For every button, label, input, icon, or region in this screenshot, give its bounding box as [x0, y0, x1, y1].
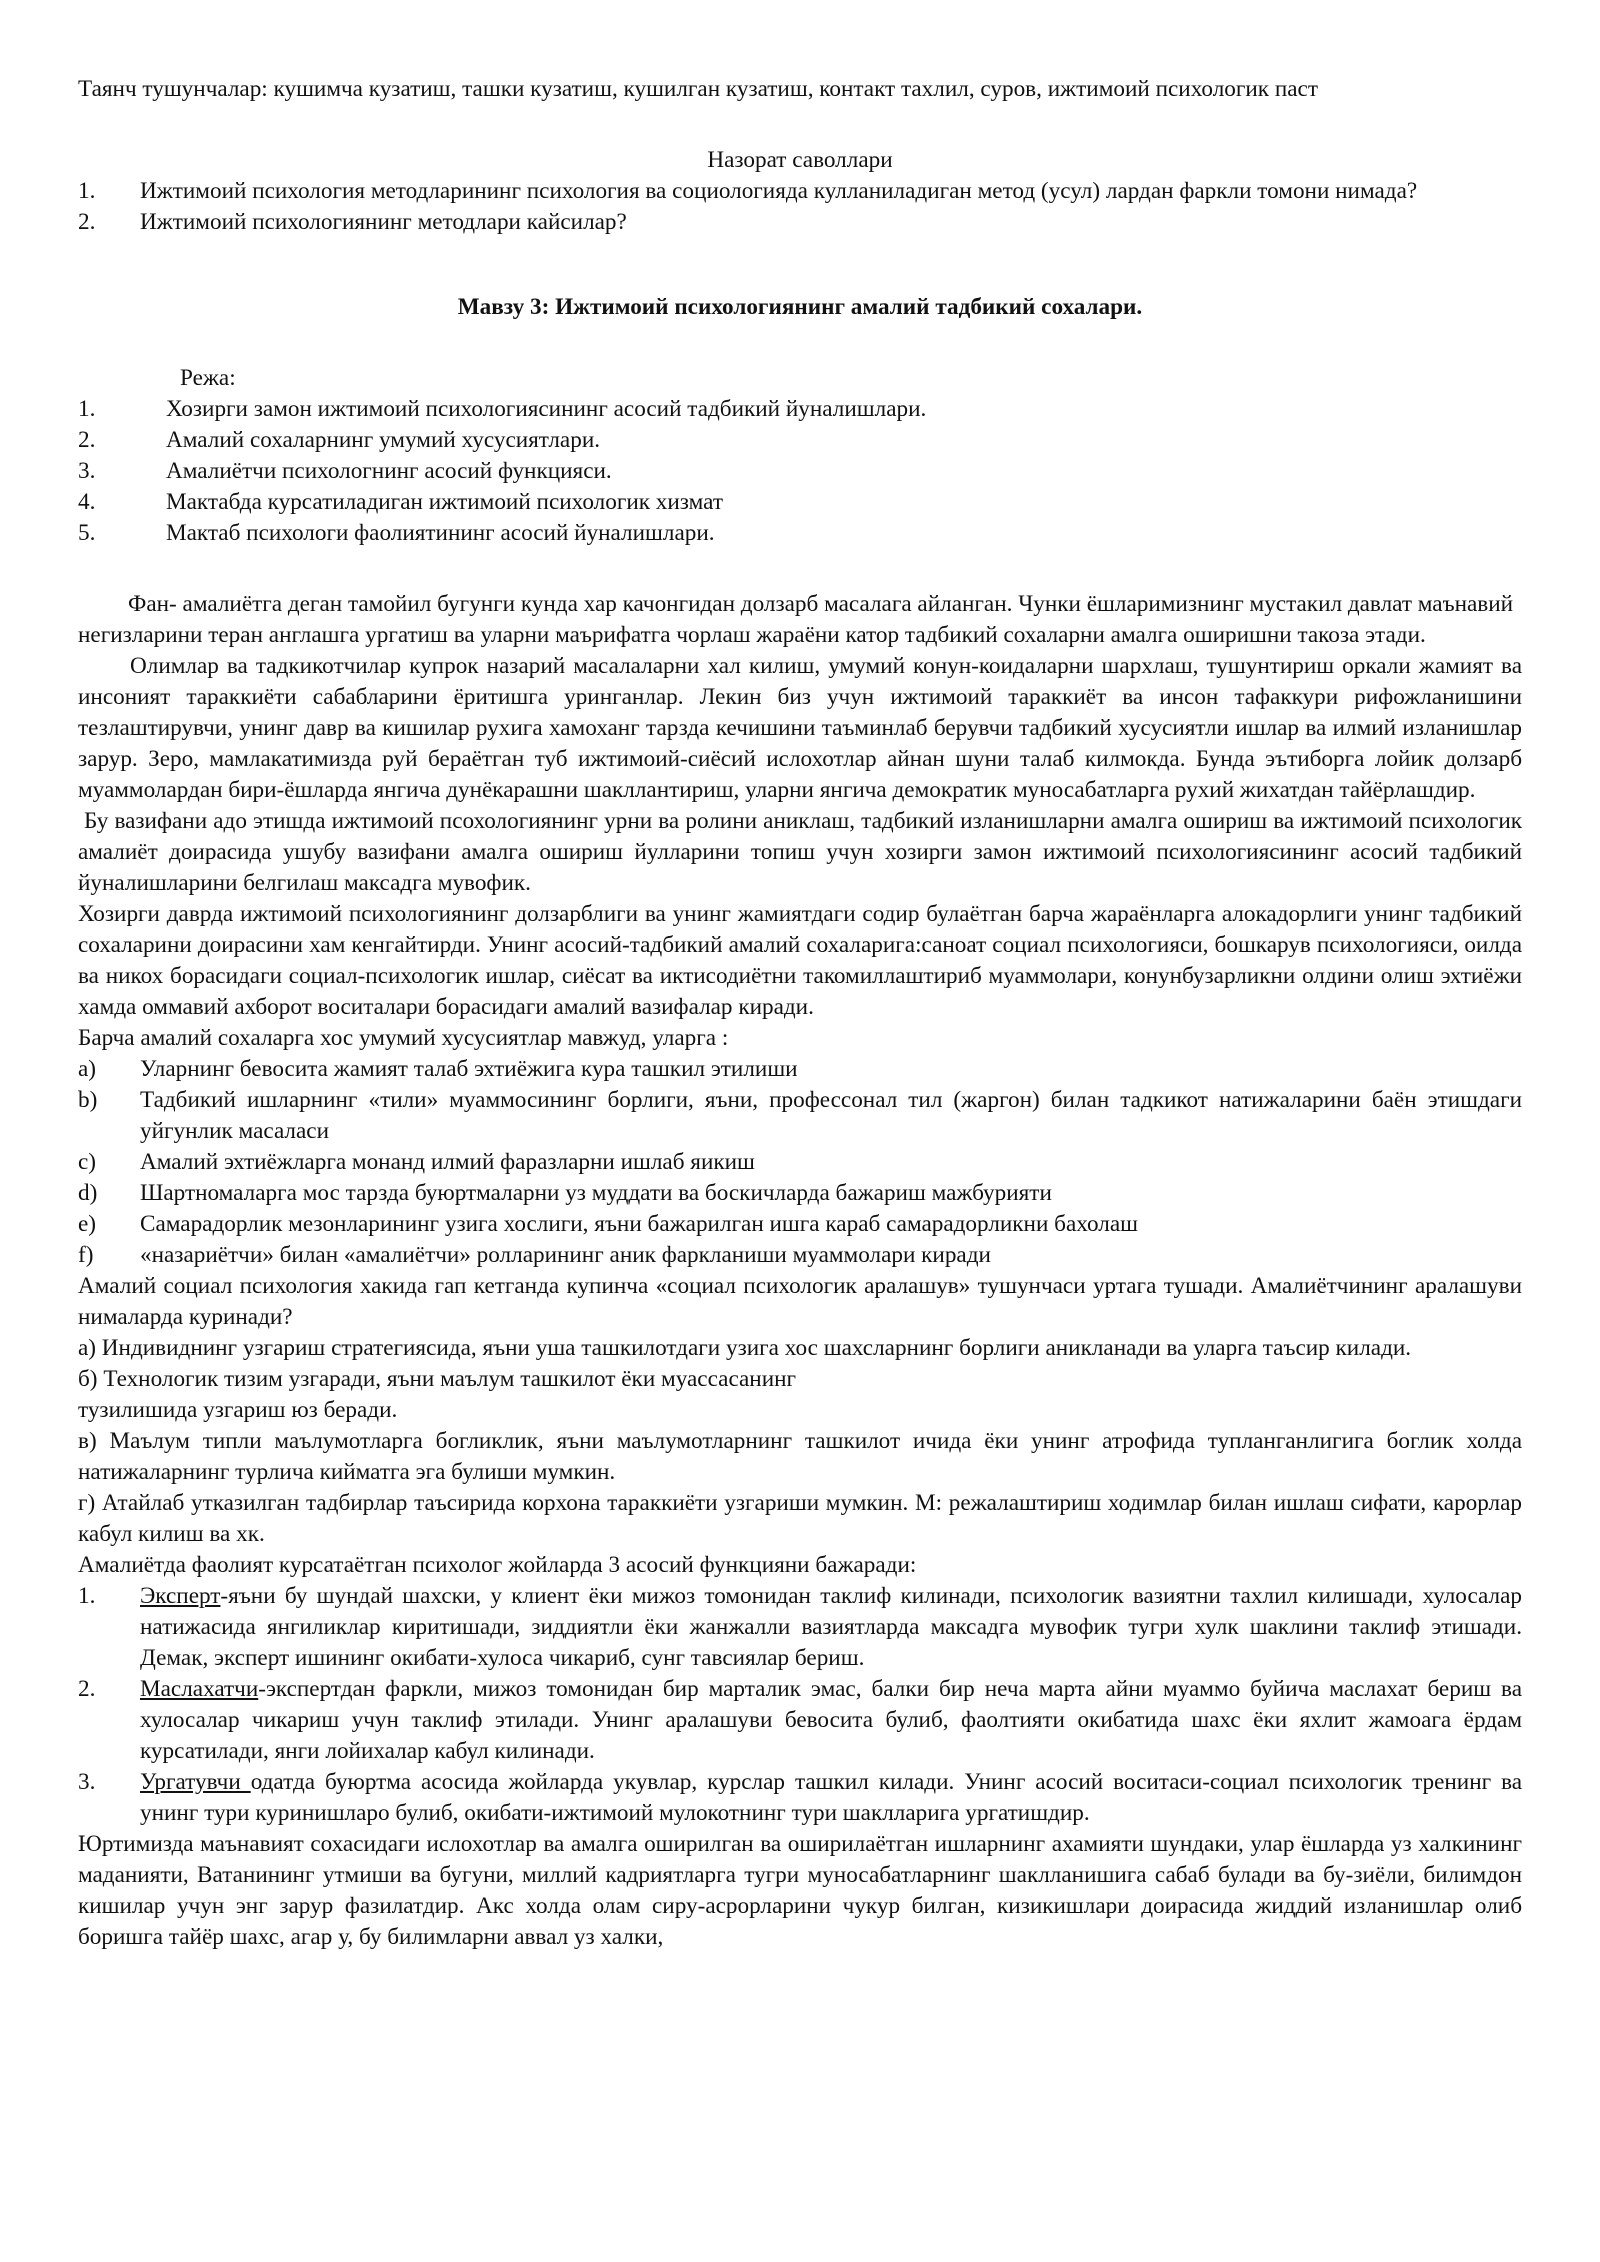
closing-paragraph: Юртимизда маънавият сохасидаги ислохотлар ва амалга оширилган ва оширилаётган ишларнинг ахамияти шундаки, улар ёшларда уз халкининг маданияти, Ватанининг утмиши ва бугуни, миллий кадриятларга тугри муносабатларнинг шаклланишига сабаб булади ва бу-зиёли, билимдон кишилар учун энг зарур фазилатдир. Акс холда олам сиру-асрорларини чукур билган, кизикишлари доирасида жиддий изланишлар олиб боришга тайёр шахс, агар у, бу билимларни аввал уз халки, [78, 1831, 1522, 1950]
function-item [78, 1767, 1522, 1829]
plan-number: 1. [78, 396, 96, 422]
intervention-item: б) Технологик тизим узгаради, яъни маълум ташкилот ёки муассасанинг [78, 1366, 797, 1392]
feature-letter: b) [78, 1087, 98, 1113]
feature-item [78, 1085, 1522, 1147]
plan-text: Мактабда курсатиладиган ижтимоий психологик хизмат [166, 489, 723, 515]
plan-item [78, 518, 1522, 549]
plan-text: Амалиётчи психологнинг асосий функцияси. [166, 458, 612, 484]
function-description: -экспертдан фаркли, мижоз томонидан бир марталик эмас, балки бир неча марта айни муаммо буйича маслахат бериш ва хулосалар чикариш учун таклиф этилади. Унинг аралашуви бевосита булиб, фаолтияти окибатида шахс ёки яхлит жамоага ёрдам курсатилади, янги лойихалар кабул килинади. [140, 1676, 1522, 1764]
plan-number: 2. [78, 427, 96, 453]
plan-heading: Режа: [180, 365, 236, 391]
intervention-intro: Амалий социал психология хакида гап кетганда купинча «социал психологик аралашув» тушунчаси уртага тушади. Амалиётчининг аралашуви нималарда куринади? [78, 1273, 1522, 1330]
body-paragraph: Бу вазифани адо этишда ижтимоий псохологиянинг урни ва ролини аниклаш, тадбикий изланишларни амалга ошириш ва ижтимоий психологик амалиёт доирасида ушубу вазифани амалга ошириш йулларини топиш учун хозирги замон ижтимоий психологиясининг асосий тадбикий йуналишларини белгилаш максадга мувофик. [78, 808, 1522, 896]
plan-item [78, 394, 1522, 425]
functions-intro: Амалиётда фаолият курсатаётган психолог жойларда 3 асосий функцияни бажаради: [78, 1552, 917, 1578]
function-term: Ургатувчи [140, 1769, 251, 1795]
plan-number: 5. [78, 520, 96, 546]
feature-item [78, 1209, 1522, 1240]
function-text [140, 1767, 1522, 1829]
question-text: Ижтимоий психологиянинг методлари кайсилар? [140, 209, 627, 235]
question-number: 1. [78, 178, 96, 204]
key-concepts: Таянч тушунчалар: кушимча кузатиш, ташки кузатиш, кушилган кузатиш, контакт тахлил, суров, ижтимоий психологик паст [78, 76, 1318, 102]
feature-item [78, 1147, 1522, 1178]
function-text [140, 1581, 1522, 1674]
body-paragraph: Хозирги даврда ижтимоий психологиянинг долзарблиги ва унинг жамиятдаги содир булаётган барча жараёнларга алокадорлиги унинг тадбикий сохаларини доирасини хам кенгайтирди. Унинг асосий-тадбикий амалий сохаларига:саноат социал психологияси, бошкарув психологияси, оилда ва никох борасидаги социал-психологик ишлар, сиёсат ва иктисодиётни такомиллаштириб муаммолари, конунбузарликни олдини олиш эхтиёжи хамда оммавий ахборот воситалари борасидаги амалий вазифалар киради. [78, 901, 1522, 1020]
function-description: -яъни бу шундай шахски, у клиент ёки мижоз томонидан таклиф килинади, психологик вазиятни тахлил килишади, хулосалар натижасида янгиликлар киритишади, зиддиятли ёки жанжалли вазиятларда максадга мувофик тугри хулк шаклини таклиф этишади. Демак, эксперт ишининг окибати-хулоса чикариб, сунг тавсиялар бериш. [140, 1583, 1522, 1671]
plan-text: Амалий сохаларнинг умумий хусусиятлари. [166, 427, 601, 453]
question-number: 2. [78, 209, 96, 235]
body-paragraph: Олимлар ва тадкикотчилар купрок назарий масалаларни хал килиш, умумий конун-коидаларни шархлаш, тушунтириш оркали жамият ва инсоният тараккиёти сабабларини ёритишга уринганлар. Лекин биз учун ижтимоий тараккиёт ва инсон тафаккури рифожланишини тезлаштирувчи, унинг давр ва кишилар рухига хамоханг тарзда кечишини таъминлаб берувчи тадбикий хусусиятли ишлар ва илмий изланишлар зарур. Зеро, мамлакатимизда руй бераётган туб ижтимоий-сиёсий ислохотлар айнан шуни талаб килмокда. Бунда эътиборга лойик долзарб муаммолардан бири-ёшларда янгича дунёкарашни шакллантириш, уларни янгича демократик муносабатларга рухий жихатдан тайёрлашдир. [78, 653, 1522, 803]
function-number: 2. [78, 1676, 96, 1702]
feature-item [78, 1178, 1522, 1209]
intervention-item: а) Индивиднинг узгариш стратегиясида, яъни уша ташкилотдаги узига хос шахсларнинг борлиги аникланади ва уларга таъсир килади. [78, 1335, 1412, 1361]
control-questions-heading: Назорат саволлари [707, 147, 893, 173]
plan-item [78, 425, 1522, 456]
plan-item [78, 487, 1522, 518]
control-question [78, 176, 1522, 207]
feature-text: «назариётчи» билан «амалиётчи» ролларининг аник фаркланиши муаммолари киради [140, 1242, 991, 1268]
intervention-item: г) Атайлаб утказилган тадбирлар таъсирида корхона тараккиёти узгариши мумкин. М: режалаштириш ходимлар билан ишлаш сифати, карорлар кабул килиш ва хк. [78, 1490, 1522, 1547]
intervention-item: в) Маълум типли маълумотларга богликлик, яъни маълумотларнинг ташкилот ичида ёки унинг атрофида тупланганлигига боглик холда натижаларнинг турлича кийматга эга булиши мумкин. [78, 1428, 1522, 1485]
feature-text: Тадбикий ишларнинг «тили» муаммосининг борлиги, яъни, профессонал тил (жаргон) билан тадкикот натижаларини баён этишдаги уйгунлик масаласи [140, 1087, 1522, 1144]
control-question [78, 207, 1522, 238]
function-term: Эксперт [140, 1583, 221, 1609]
feature-item [78, 1054, 1522, 1085]
feature-letter: d) [78, 1180, 98, 1206]
question-text: Ижтимоий психология методларининг психология ва социологияда кулланиладиган метод (усул) лардан фаркли томони нимада? [140, 178, 1418, 204]
function-number: 3. [78, 1769, 96, 1795]
feature-item [78, 1240, 1522, 1271]
function-item [78, 1581, 1522, 1674]
feature-text: Шартномаларга мос тарзда буюртмаларни уз муддати ва боскичларда бажариш мажбурияти [140, 1180, 1052, 1206]
plan-text: Мактаб психологи фаолиятининг асосий йуналишлари. [166, 520, 715, 546]
topic-title: Мавзу 3: Ижтимоий психологиянинг амалий тадбикий сохалари. [457, 294, 1143, 320]
function-text [140, 1674, 1522, 1767]
plan-number: 4. [78, 489, 96, 515]
plan-item [78, 456, 1522, 487]
feature-letter: a) [78, 1056, 97, 1082]
feature-letter: f) [78, 1242, 94, 1268]
feature-text: Амалий эхтиёжларга монанд илмий фаразларни ишлаб яикиш [140, 1149, 755, 1175]
function-description: одатда буюртма асосида жойларда укувлар, курслар ташкил килади. Унинг асосий воситаси-социал психологик тренинг ва унинг тури куринишларо булиб, окибати-ижтимоий мулокотнинг тури шаклларига ургатишдир. [140, 1769, 1523, 1826]
feature-text: Самарадорлик мезонларининг узига хослиги, яъни бажарилган ишга караб самарадорликни бахолаш [140, 1211, 1138, 1237]
plan-text: Хозирги замон ижтимоий психологиясининг асосий тадбикий йуналишлари. [166, 396, 927, 422]
feature-text: Уларнинг бевосита жамият талаб эхтиёжига кура ташкил этилиши [140, 1056, 798, 1082]
feature-letter: c) [78, 1149, 97, 1175]
body-paragraph: Барча амалий сохаларга хос умумий хусусиятлар мавжуд, уларга : [78, 1025, 729, 1051]
feature-letter: e) [78, 1211, 97, 1237]
plan-number: 3. [78, 458, 96, 484]
body-paragraph: Фан- амалиётга деган тамойил бугунги кунда хар качонгидан долзарб масалага айланган. Чунки ёшларимизнинг мустакил давлат маънавий негизларини теран англашга ургатиш ва уларни маърифатга чорлаш жараёни катор тадбикий сохаларни амалга оширишни такоза этади. [78, 591, 1514, 648]
intervention-item: тузилишида узгариш юз беради. [78, 1397, 398, 1423]
function-item [78, 1674, 1522, 1767]
function-number: 1. [78, 1583, 96, 1609]
function-term: Маслахатчи [140, 1676, 259, 1702]
